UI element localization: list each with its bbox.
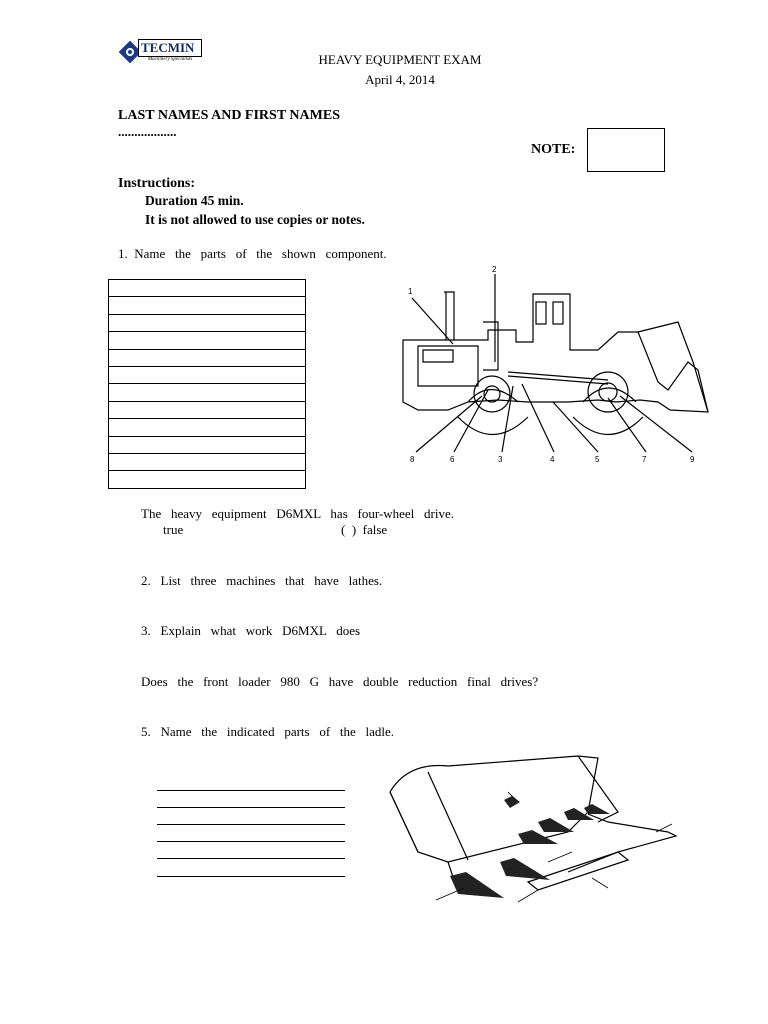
- callout-label: 2: [492, 265, 497, 274]
- answer-row[interactable]: [108, 331, 306, 348]
- wheel-loader-diagram: [358, 262, 724, 480]
- answer-row[interactable]: [108, 349, 306, 366]
- logo-subtitle: Machinery Specialists: [148, 57, 193, 62]
- callout-label: 1: [408, 287, 413, 296]
- name-label: LAST NAMES AND FIRST NAMES: [118, 108, 340, 123]
- instructions-label: Instructions:: [118, 176, 196, 191]
- answer-row[interactable]: [108, 296, 306, 313]
- instruction-item: [145, 193, 244, 209]
- answer-line[interactable]: [157, 824, 345, 825]
- exam-title: HEAVY EQUIPMENT EXAM: [318, 52, 482, 67]
- callout-label: 8: [410, 455, 415, 464]
- question-5: 5. Name the indicated parts of the ladle.: [141, 724, 395, 739]
- callout-label: 7: [642, 455, 647, 464]
- instruction-text: Duration 45 min.: [145, 193, 244, 208]
- answer-line[interactable]: [157, 807, 345, 808]
- answer-line[interactable]: [157, 876, 345, 877]
- answer-row[interactable]: [108, 453, 306, 470]
- ladle-diagram: [388, 752, 680, 928]
- callout-label: 6: [450, 455, 455, 464]
- answer-line[interactable]: [157, 858, 345, 859]
- note-box[interactable]: [587, 128, 665, 172]
- callout-label: 5: [595, 455, 600, 464]
- answer-row[interactable]: [108, 436, 306, 453]
- answer-row[interactable]: [108, 366, 306, 383]
- answer-row[interactable]: [108, 383, 306, 400]
- note-label: NOTE:: [531, 142, 576, 157]
- answer-row[interactable]: [108, 314, 306, 331]
- instruction-item: [145, 212, 365, 228]
- option-false[interactable]: ( ) false: [341, 522, 388, 537]
- callout-label: 3: [498, 455, 503, 464]
- callout-label: 4: [550, 455, 555, 464]
- answer-row[interactable]: [108, 279, 306, 296]
- callout-label: 9: [690, 455, 695, 464]
- answer-line[interactable]: [157, 790, 345, 791]
- question-3: 3. Explain what work D6MXL does: [141, 623, 361, 638]
- question-4: Does the front loader 980 G have double reduction final drives?: [141, 674, 539, 689]
- answer-row[interactable]: [108, 470, 306, 488]
- name-dots: ..................: [118, 124, 177, 139]
- question-1: 1. Name the parts of the shown component.: [118, 246, 387, 261]
- logo-name: TECMIN: [141, 40, 195, 55]
- statement-four-wheel: The heavy equipment D6MXL has four-wheel drive.: [141, 506, 454, 521]
- exam-date: April 4, 2014: [365, 72, 435, 87]
- answer-row[interactable]: [108, 418, 306, 435]
- answer-row[interactable]: [108, 401, 306, 418]
- option-true[interactable]: true: [163, 522, 184, 537]
- answer-line[interactable]: [157, 841, 345, 842]
- answer-table: [108, 279, 306, 489]
- question-2: 2. List three machines that have lathes.: [141, 573, 383, 588]
- instruction-text: It is not allowed to use copies or notes.: [145, 212, 365, 227]
